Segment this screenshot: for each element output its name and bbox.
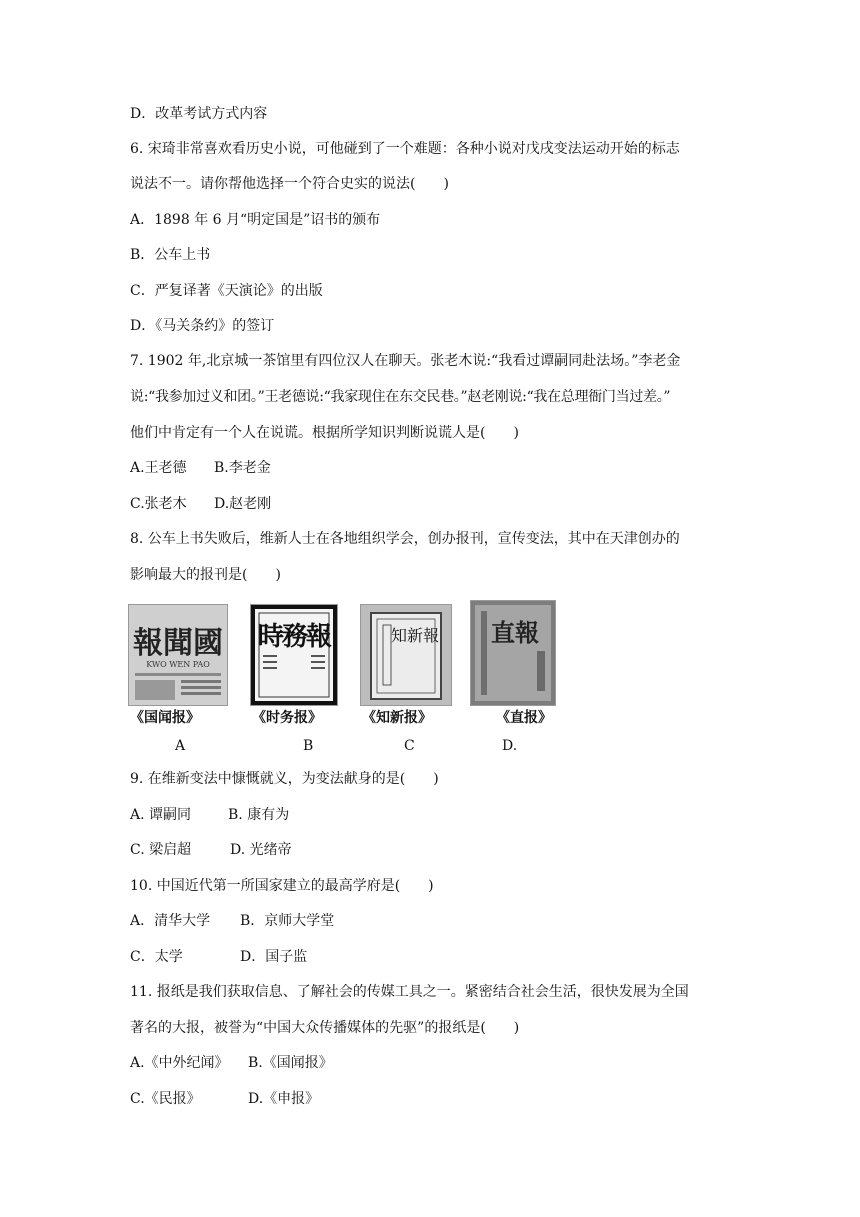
q11-stem-line2: 著名的大报，被誉为“中国大众传播媒体的先驱”的报纸是( ) (130, 1020, 520, 1036)
q11-stem-line1: 11. 报纸是我们获取信息、了解社会的传媒工具之一。紧密结合社会生活，很快发展为全国 (130, 984, 689, 1000)
q6-option-b: B．公车上书 (130, 247, 211, 263)
letter-c: C (404, 738, 415, 754)
q9-option-b: B. 康有为 (228, 807, 290, 823)
q10-option-b: B．京师大学堂 (240, 913, 335, 929)
q11-options-row1 (130, 1053, 333, 1073)
q8-stem-line1: 8. 公车上书失败后，维新人士在各地组织学会，创办报刊，宣传变法，其中在天津创办的 (130, 531, 680, 547)
q11-option-c: C.《民报》 (130, 1091, 201, 1107)
q11-option-d: D.《申报》 (248, 1091, 320, 1107)
caption-guowenbao: 《国闻报》 (130, 710, 200, 726)
q10-options-row1 (130, 911, 334, 931)
q7-option-c: C.张老木 (130, 496, 187, 512)
q8-stem-line2: 影响最大的报刊是( ) (130, 567, 281, 583)
zhibao-image (470, 600, 556, 706)
q6-option-c: C．严复译著《天演论》的出版 (130, 283, 323, 299)
q5-option-d: D．改革考试方式内容 (130, 106, 268, 122)
q7-stem-line1: 7. 1902 年,北京城一茶馆里有四位汉人在聊天。张老木说:“我看过谭嗣同赴法场。”李老金 (130, 353, 681, 369)
q6-option-d: D．《马关条约》的签订 (130, 318, 275, 334)
q9-option-a: A. 谭嗣同 (130, 807, 192, 823)
q7-options-row1 (130, 458, 271, 478)
q6-stem-line2: 说法不一。请你帮他选择一个符合史实的说法( ) (130, 176, 449, 192)
zhixinbao-masthead: 知新報 (390, 626, 440, 645)
shiwubao-image (250, 604, 338, 706)
q10-option-c: C．太学 (130, 949, 183, 965)
q10-stem: 10. 中国近代第一所国家建立的最高学府是( ) (130, 878, 434, 894)
caption-zhibao: 《直报》 (496, 710, 552, 726)
letter-d: D. (502, 738, 518, 754)
q6-option-a: A．1898 年 6 月“明定国是”诏书的颁布 (130, 212, 381, 228)
q11-option-a: A.《中外纪闻》 (130, 1055, 229, 1071)
guowenbao-subtitle: KWO WEN PAO (146, 660, 210, 669)
guowenbao-masthead: 報聞國 (133, 626, 223, 661)
q9-option-c: C. 梁启超 (130, 842, 192, 858)
q11-options-row2 (130, 1089, 319, 1109)
q10-options-row2 (130, 947, 307, 967)
caption-zhixinbao: 《知新报》 (362, 710, 432, 726)
q9-options-row2 (130, 840, 292, 860)
zhixinbao-image (360, 604, 452, 706)
q9-option-d: D. 光绪帝 (230, 842, 292, 858)
q7-stem-line2: 说:“我参加过义和团。”王老德说:“我家现住在东交民巷。”赵老刚说:“我在总理衙门当过差。” (130, 389, 671, 405)
guowenbao-image (128, 604, 228, 706)
shiwubao-masthead: 時務報 (257, 622, 331, 652)
letter-a: A (175, 738, 186, 754)
q10-option-a: A．清华大学 (130, 913, 211, 929)
q9-options-row1 (130, 805, 289, 825)
caption-shiwubao: 《时务报》 (252, 710, 322, 726)
q7-options-row2 (130, 494, 271, 514)
letter-b: B (303, 738, 314, 754)
q9-stem: 9. 在维新变法中慷慨就义，为变法献身的是( ) (130, 771, 439, 787)
zhibao-masthead: 直報 (491, 618, 539, 647)
q11-option-b: B.《国闻报》 (248, 1055, 333, 1071)
q7-option-a: A.王老德 (130, 460, 187, 476)
q6-stem-line1: 6. 宋琦非常喜欢看历史小说，可他碰到了一个难题：各种小说对戊戌变法运动开始的标志 (130, 141, 680, 157)
q7-option-d: D.赵老刚 (214, 496, 272, 512)
q7-option-b: B.李老金 (214, 460, 271, 476)
q10-option-d: D．国子监 (240, 949, 308, 965)
q7-stem-line3: 他们中肯定有一个人在说谎。根据所学知识判断说谎人是( ) (130, 425, 519, 441)
